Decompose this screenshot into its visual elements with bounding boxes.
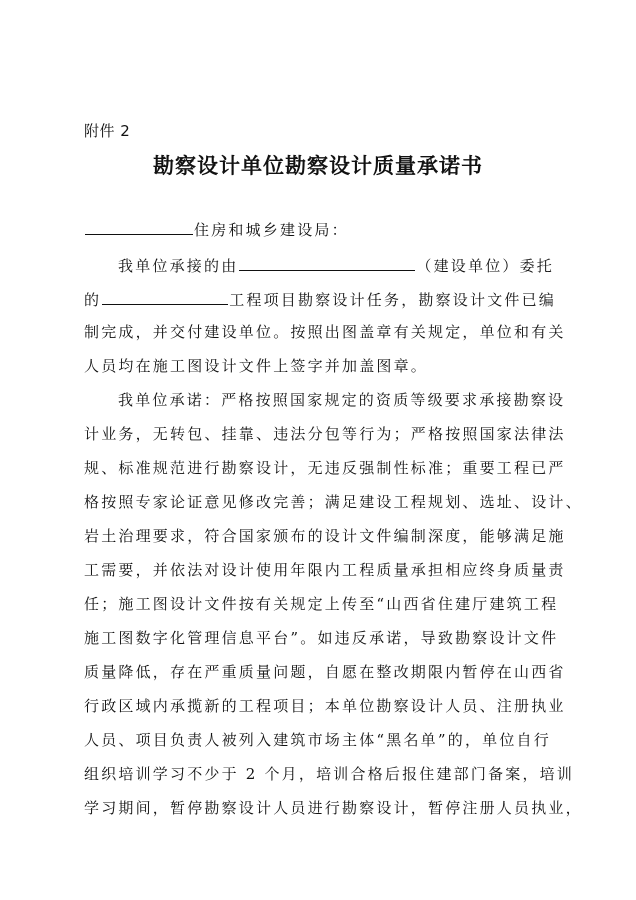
salutation-line <box>84 218 562 240</box>
addressee-text: 住房和城乡建设局： <box>194 221 349 239</box>
para2-line: 组织培训学习不少于 2 个月，培训合格后报住建部门备案，培训 <box>84 765 575 783</box>
para2-line: 我单位承诺：严格按照国家规定的资质等级要求承接勘察设 <box>118 391 566 409</box>
annex-label: 附件 2 <box>84 122 131 140</box>
para1-line-4: 人员均在施工图设计文件上签字并加盖图章。 <box>84 357 429 375</box>
para2-line: 岩土治理要求，符合国家颁布的设计文件编制深度，能够满足施 <box>84 527 566 545</box>
para2-line: 规、标准规范进行勘察设计，无违反强制性标准；重要工程已严 <box>84 459 566 477</box>
para2-line: 任；施工图设计文件按有关规定上传至“山西省住建厅建筑工程 <box>84 595 559 613</box>
para1-text: 的 <box>84 291 102 309</box>
document-title: 勘察设计单位勘察设计质量承诺书 <box>153 154 483 178</box>
addressee-blank[interactable] <box>85 218 193 235</box>
para1-text: 我单位承接的由 <box>118 257 239 275</box>
para2-line: 施工图数字化管理信息平台”。如违反承诺，导致勘察设计文件 <box>84 629 559 647</box>
construction-unit-blank[interactable] <box>239 254 415 271</box>
para2-line: 格按照专家论证意见修改完善；满足建设工程规划、选址、设计、 <box>84 493 583 511</box>
para2-line: 工需要，并依法对设计使用年限内工程质量承担相应终身质量责 <box>84 561 566 579</box>
para1-line-2 <box>84 288 562 310</box>
para2-line: 计业务，无转包、挂靠、违法分包等行为；严格按照国家法律法 <box>84 425 566 443</box>
para2-line: 行政区域内承揽新的工程项目；本单位勘察设计人员、注册执业 <box>84 697 566 715</box>
para1-text: 工程项目勘察设计任务，勘察设计文件已编 <box>229 291 557 309</box>
para2-line: 人员、项目负责人被列入建筑市场主体“黑名单”的，单位自行 <box>84 731 551 749</box>
para1-text: （建设单位）委托 <box>416 257 555 275</box>
project-name-blank[interactable] <box>102 288 228 305</box>
para1-line-1 <box>84 254 596 276</box>
para2-line: 质量降低，存在严重质量问题，自愿在整改期限内暂停在山西省 <box>84 663 566 681</box>
para2-line: 学习期间，暂停勘察设计人员进行勘察设计，暂停注册人员执业， <box>84 799 583 817</box>
para1-line-3: 制完成，并交付建设单位。按照出图盖章有关规定，单位和有关 <box>84 323 566 341</box>
